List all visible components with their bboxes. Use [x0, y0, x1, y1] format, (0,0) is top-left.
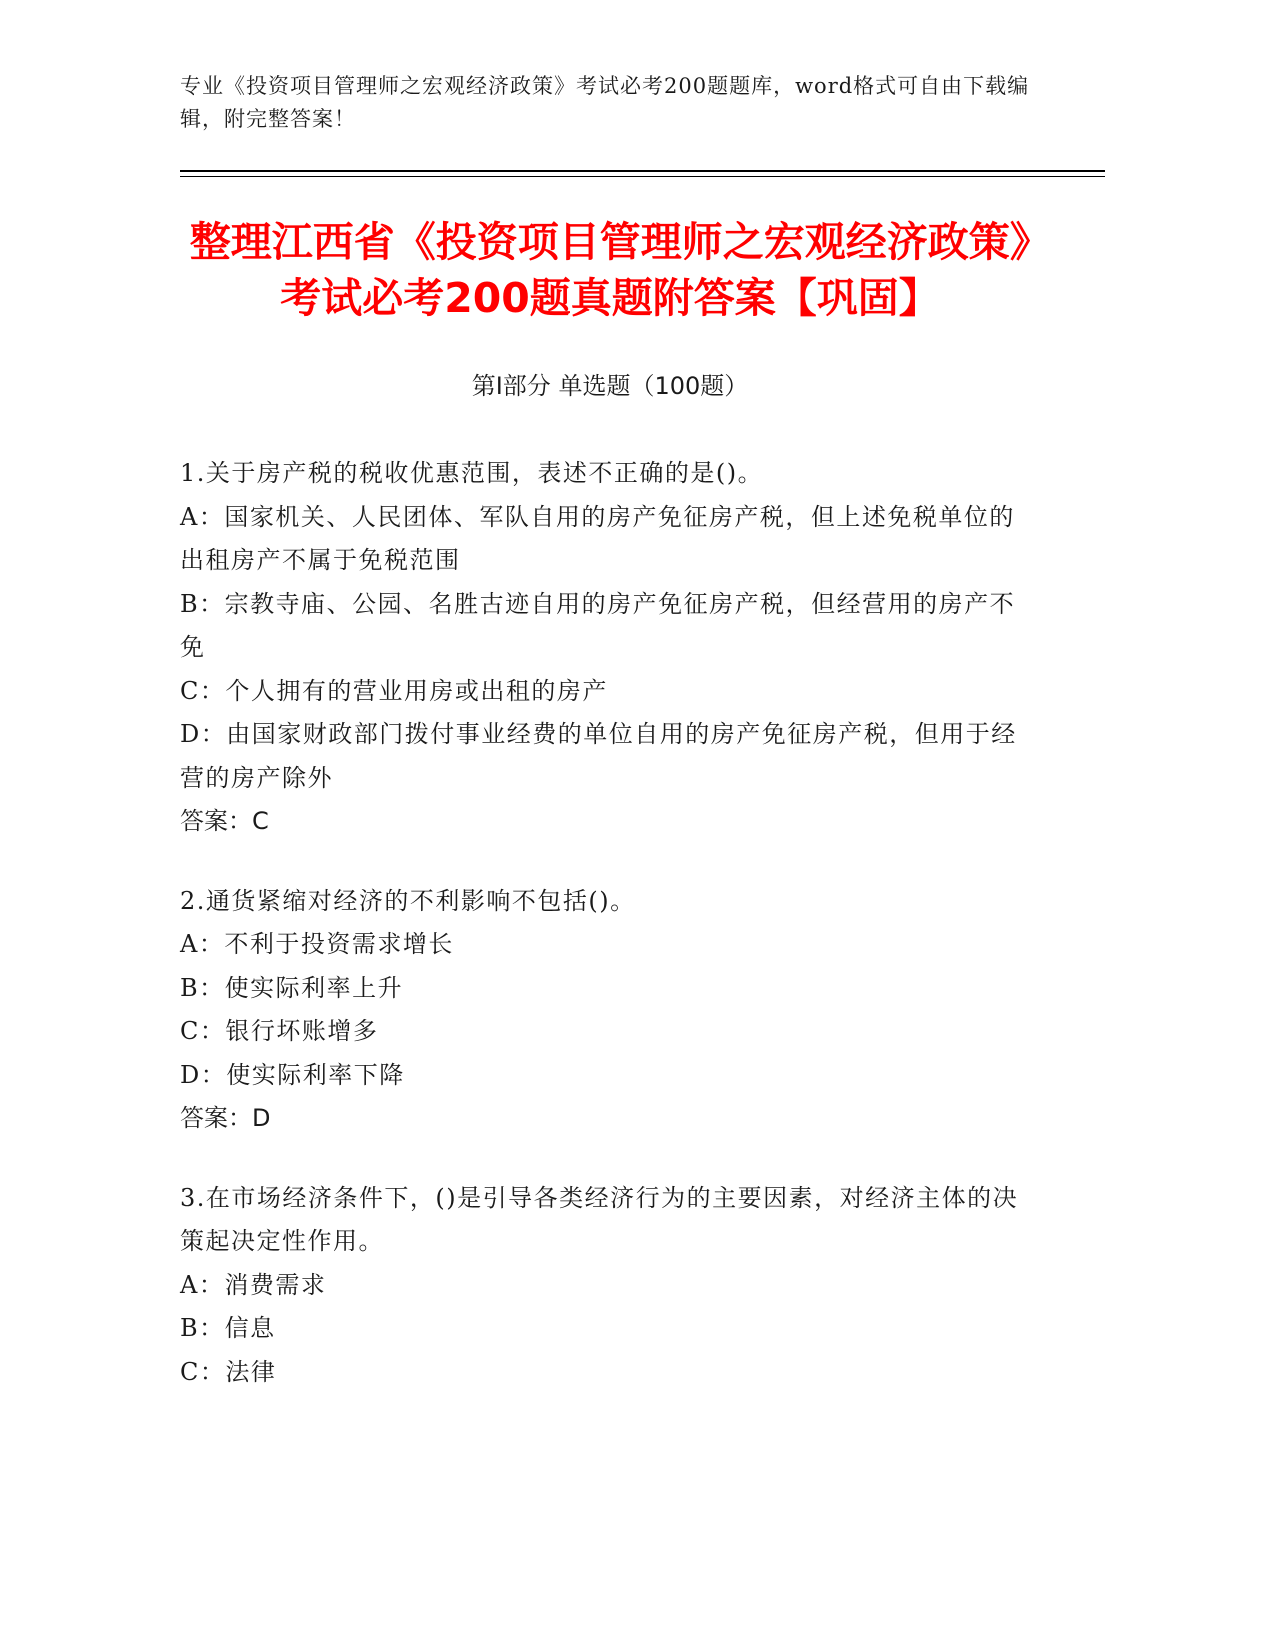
document-title: 整理江西省《投资项目管理师之宏观经济政策》考试必考200题真题附答案【巩固】	[189, 218, 1031, 322]
option-a: A：不利于投资需求增长	[180, 930, 454, 958]
header-rule-thick	[180, 170, 1105, 172]
option-b: B：信息	[180, 1314, 276, 1342]
option-d: D：使实际利率下降	[180, 1060, 405, 1089]
option-b: B：使实际利率上升	[180, 973, 404, 1002]
option-a: A：消费需求	[180, 1270, 327, 1299]
section-heading: 第Ⅰ部分 单选题（100题）	[471, 372, 749, 400]
answer-label: 答案：D	[180, 1104, 271, 1132]
option-c: C：银行坏账增多	[180, 1017, 379, 1045]
option-a: A：国家机关、人民团体、军队自用的房产免征房产税，但上述免税单位的出租房产不属于免税范围	[180, 502, 1015, 574]
question-2	[180, 880, 1040, 1141]
question-1	[180, 452, 1040, 844]
answer-label: 答案：C	[180, 807, 269, 835]
question-stem: 1.关于房产税的税收优惠范围，表述不正确的是()。	[180, 459, 764, 487]
question-stem: 3.在市场经济条件下，()是引导各类经济行为的主要因素，对经济主体的决策起决定性作用。	[180, 1183, 1019, 1255]
option-c: C：法律	[180, 1357, 277, 1386]
question-3	[180, 1177, 1040, 1395]
option-c: C：个人拥有的营业用房或出租的房产	[180, 676, 608, 705]
option-d: D：由国家财政部门拨付事业经费的单位自用的房产免征房产税，但用于经营的房产除外	[180, 720, 1017, 792]
header-rule-thin	[180, 176, 1105, 177]
option-b: B：宗教寺庙、公园、名胜古迹自用的房产免征房产税，但经营用的房产不免	[180, 589, 1016, 661]
question-stem: 2.通货紧缩对经济的不利影响不包括()。	[180, 886, 636, 915]
question-list	[180, 452, 1040, 1430]
header-note: 专业《投资项目管理师之宏观经济政策》考试必考200题题库，word格式可自由下载编辑，附完整答案！	[180, 74, 1030, 131]
